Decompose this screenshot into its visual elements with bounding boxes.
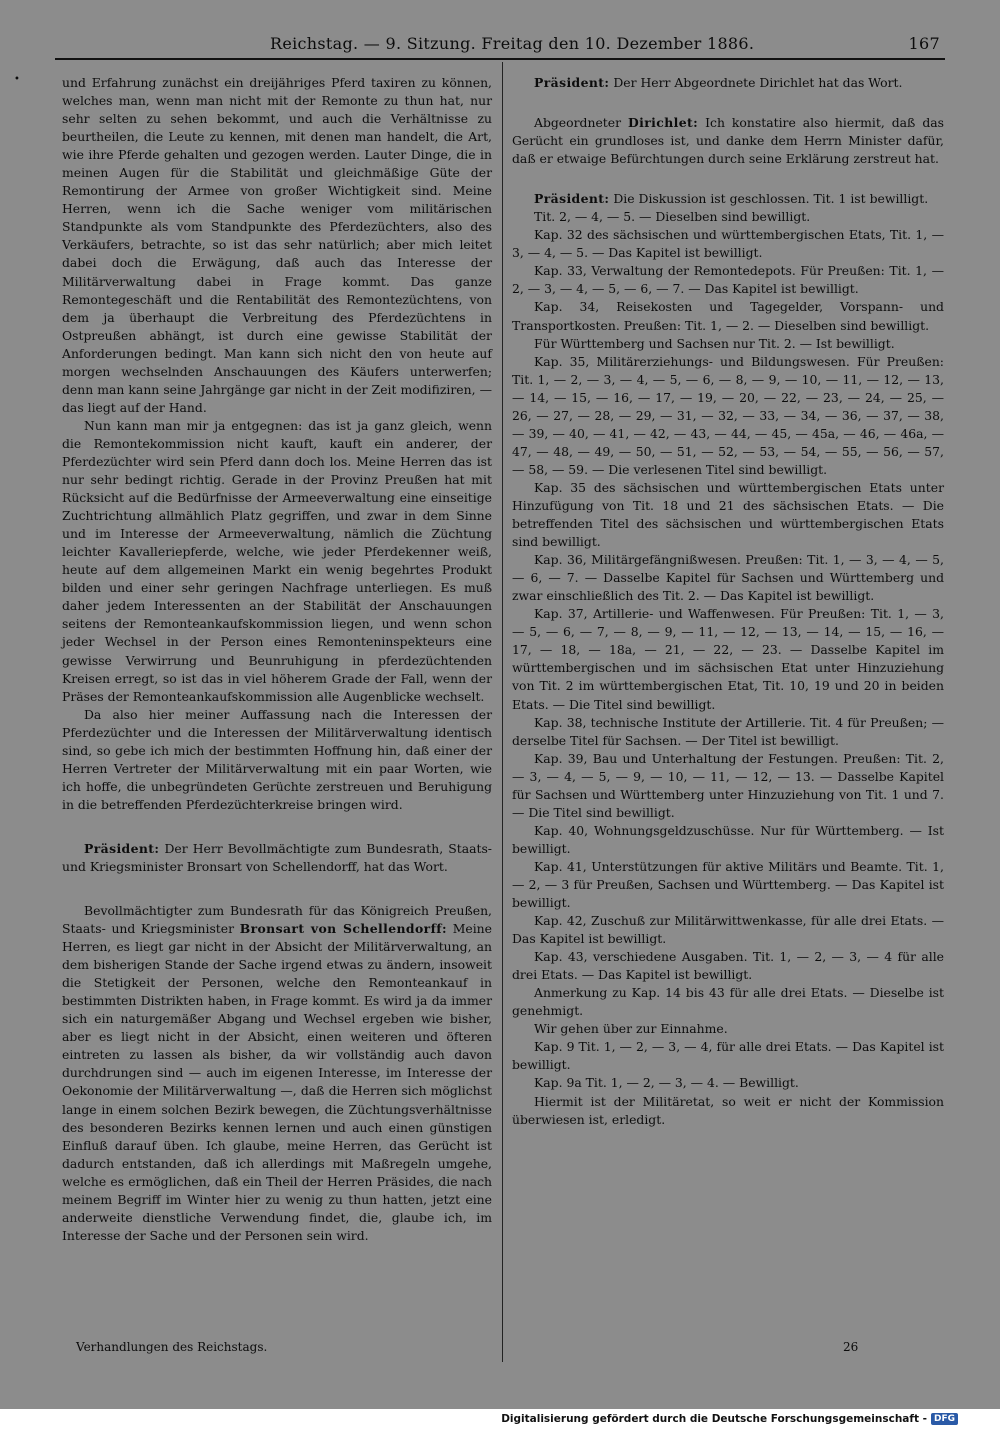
paragraph: Kap. 40, Wohnungsgeldzuschüsse. Nur für Württemberg. — Ist bewilligt. xyxy=(512,822,944,856)
speaker-name: Bronsart von Schellendorff: xyxy=(239,921,448,937)
paragraph: Kap. 33, Verwaltung der Remontedepots. Für Preußen: Tit. 1, — 2, — 3, — 4, — 5, — 6, — 7. — Das Kapitel ist bewilligt. xyxy=(512,263,944,297)
paragraph: Kap. 41, Unterstützungen für aktive Militärs und Beamte. Tit. 1, — 2, — 3 für Preußen, Sachsen und Württemberg. — Das Kapitel ist bewilligt. xyxy=(512,858,944,911)
page-number: 167 xyxy=(908,34,940,53)
right-column xyxy=(512,74,944,1129)
footer-note: Verhandlungen des Reichstags. xyxy=(76,1340,268,1354)
left-column xyxy=(62,74,492,1245)
paragraph: Da also hier meiner Auffassung nach die Interessen der Pferdezüchter und die Interessen der Militärverwaltung identisch sind, so gebe ich mich der bestimmten Hoffnung hin, daß einer der Herren Vertreter der Militärverwaltung mit ein paar Worten, wie ich hoffe, die unbegründeten Gerüchte zerstreuen und Beruhigung in die betreffenden Pferdezüchterkreise bringen wird. xyxy=(62,706,492,812)
paragraph: Kap. 35 des sächsischen und württembergischen Etats unter Hinzufügung von Tit. 18 und 21 des sächsischen Etats. — Die betreffenden Titel des sächsischen und württembergischen Etats sind bewilligt. xyxy=(512,479,944,550)
paragraph: Anmerkung zu Kap. 14 bis 43 für alle drei Etats. — Dieselbe ist genehmigt. xyxy=(512,985,944,1019)
paragraph: und Erfahrung zunächst ein dreijähriges Pferd taxiren zu können, welches man, wenn man nicht mit der Remonte zu thun hat, nur sehr selten zu sehen bekommt, und auch die Verhältnisse zu beurtheilen, die Leute zu kennen, mit denen man handelt, die Art, wie ihre Pferde gehalten und gezogen werden. Lauter Dinge, die in meinen Augen für die Stabilität und gleichmäßige Güte der Remontirung der Armee von großer Wichtigkeit sind. Meine Herren, wenn ich die Sache weniger vom militärischen Standpunkte als vom Standpunkte des Pferdezüchters, also des Verkäufers, betrachte, so ist das sehr natürlich; aber mich leitet dabei doch die Erwägung, daß auch das Interesse der Militärverwaltung dabei in Frage kommt. Das ganze Remontegeschäft und die Rentabilität des Remontezüchtens, von dem ja überhaupt die Verbreitung des Pferdezüchtens in Ostpreußen abhängt, ist durch eine gewisse Stabilität der Anforderungen bedingt. Man kann sich nicht den von heute auf morgen wechselnden Anschauungen des Käufers unterwerfen; denn man kann seine Jahrgänge gar nicht in der Zeit modifiziren, — das liegt auf der Hand. xyxy=(62,75,492,415)
speaker-intro: Bevollmächtigter zum Bundesrath für das Königreich Preußen, Staats- und Kriegsminister xyxy=(62,903,492,937)
paragraph: Kap. 36, Militärgefängnißwesen. Preußen: Tit. 1, — 3, — 4, — 5, — 6, — 7. — Dasselbe Kapitel für Sachsen und Württemberg und zwar einschließlich des Tit. 2. — Das Kapitel ist bewilligt. xyxy=(512,552,944,604)
speaker-name: Präsident: xyxy=(534,75,610,90)
paragraph: Kap. 34, Reisekosten und Tagegelder, Vorspann- und Transportkosten. Preußen: Tit. 1, — 2. — Dieselben sind bewilligt. xyxy=(512,299,944,333)
speaker-name: Präsident: xyxy=(534,191,610,207)
speech-text: Der Herr Bevollmächtigte zum Bundesrath, Staats- und Kriegsminister Bronsart von Schellendorff, hat das Wort. xyxy=(62,840,492,874)
speaker-paragraph xyxy=(62,840,492,876)
paragraph: Wir gehen über zur Einnahme. xyxy=(534,1021,728,1037)
paragraph: Kap. 43, verschiedene Ausgaben. Tit. 1, — 2, — 3, — 4 für alle drei Etats. — Das Kapitel ist bewilligt. xyxy=(512,949,944,983)
credit-text: Digitalisierung gefördert durch die Deutsche Forschungsgemeinschaft - xyxy=(501,1413,927,1425)
paragraph: Kap. 42, Zuschuß zur Militärwittwenkasse, für alle drei Etats. — Das Kapitel ist bewilligt. xyxy=(512,913,944,947)
paragraph: Nun kann man mir ja entgegnen: das ist ja ganz gleich, wenn die Remontekommission nicht kauft, kauft ein anderer, der Pferdezüchter wird sein Pferd dann doch los. Meine Herren das ist nur sehr bedingt richtig. Gerade in der Provinz Preußen hat mit Rücksicht auf die Bedürfnisse der Armeeverwaltung eine einseitige Zuchtrichtung allmählich Platz gegriffen, und zwar in dem Sinne und im Interesse der Armeeverwaltung, nämlich die Züchtung leichter Kavalleriepferde, welche, wie jeder Pferdekenner weiß, heute auf dem allgemeinen Markt ein wenig begehrtes Produkt bilden und einer sehr geringen Nachfrage unterliegen. Es muß daher jedem Interessenten an der Stabilität der Anschauungen seitens der Remonteankaufskommission liegen, und wenn schon jeder Wechsel in der Person eines Remonteninspekteurs eine gewisse Verwirrung und Beunruhigung in pferdezüchtenden Kreisen erregt, so ist das in viel höherem Grade der Fall, wenn der Präses der Remonteankaufskommission alle Augenblicke wechselt. xyxy=(62,417,492,704)
paragraph: Kap. 32 des sächsischen und württembergischen Etats, Tit. 1, — 3, — 4, — 5. — Das Kapitel ist bewilligt. xyxy=(512,227,944,261)
digitization-credit xyxy=(501,1413,958,1425)
paragraph: Tit. 2, — 4, — 5. — Dieselben sind bewilligt. xyxy=(534,209,811,225)
speaker-paragraph xyxy=(512,114,944,168)
paragraph: Kap. 9 Tit. 1, — 2, — 3, — 4, für alle drei Etats. — Das Kapitel ist bewilligt. xyxy=(512,1039,944,1073)
paragraph: Kap. 35, Militärerziehungs- und Bildungswesen. Für Preußen: Tit. 1, — 2, — 3, — 4, — 5, — 6, — 8, — 9, — 10, — 11, — 12, — 13, — 14, — 15, — 16, — 17, — 19, — 20, — 22, — 23, — 24, — 25, — 26, — 27, — 28, — 29, — 31, — 32, — 33, — 34, — 36, — 37, — 38, — 39, — 40, — 41, — 42, — 43, — 44, — 45, — 45a, — 46, — 46a, — 47, — 48, — 49, — 50, — 51, — 52, — 53, — 54, — 55, — 56, — 57, — 58, — 59. — Die verlesenen Titel sind bewilligt. xyxy=(512,353,944,477)
paragraph: Kap. 37, Artillerie- und Waffenwesen. Für Preußen: Tit. 1, — 3, — 5, — 6, — 7, — 8, — 9, — 11, — 12, — 13, — 14, — 15, — 16, — 17, — 18, — 18a, — 21, — 22, — 23. — Dasselbe Kapitel im württembergischen und im sächsischen Etat unter Hinzuziehung von Tit. 2 im württembergischen Etat, Tit. 10, 19 und 20 in beiden Etats. — Die Titel sind bewilligt. xyxy=(512,606,944,712)
header-rule xyxy=(55,58,945,60)
paragraph: Kap. 9a Tit. 1, — 2, — 3, — 4. — Bewilligt. xyxy=(534,1075,799,1091)
running-header: Reichstag. — 9. Sitzung. Freitag den 10. Dezember 1886. xyxy=(270,34,755,53)
speech-text: Die Diskussion ist geschlossen. Tit. 1 ist bewilligt. xyxy=(609,191,929,207)
column-divider xyxy=(502,62,503,1362)
dfg-logo-icon: DFG xyxy=(931,1413,958,1425)
signature-mark: 26 xyxy=(843,1340,859,1354)
paragraph: Kap. 39, Bau und Unterhaltung der Festungen. Preußen: Tit. 2, — 3, — 4, — 5, — 9, — 10, — 11, — 12, — 13. — Dasselbe Kapitel für Sachsen und Württemberg unter Hinzuziehung von Tit. 1 und 7. — Die Titel sind bewilligt. xyxy=(512,750,944,820)
speech-text: Der Herr Abgeordnete Dirichlet hat das Wort. xyxy=(609,75,903,90)
speaker-name: Präsident: xyxy=(84,840,160,856)
margin-mark: • xyxy=(14,74,20,85)
paragraph: Für Württemberg und Sachsen nur Tit. 2. — Ist bewilligt. xyxy=(534,335,895,351)
speaker-name: Dirichlet: xyxy=(628,115,699,131)
speaker-paragraph xyxy=(512,190,944,208)
paragraph: Hiermit ist der Militäretat, so weit er nicht der Kommission überwiesen ist, erledigt. xyxy=(512,1093,944,1127)
speaker-paragraph xyxy=(62,902,492,1245)
speaker-intro: Abgeordneter xyxy=(534,115,628,131)
paragraph: Kap. 38, technische Institute der Artillerie. Tit. 4 für Preußen; — derselbe Titel für Sachsen. — Der Titel ist bewilligt. xyxy=(512,714,944,748)
speech-text: Meine Herren, es liegt gar nicht in der Absicht der Militärverwaltung, an dem bisherigen Stande der Sache irgend etwas zu ändern, insoweit die Stetigkeit der Personen, welche den Remonteankauf in bestimmten Distrikten haben, in Frage kommt. Es wird ja da immer sich ein naturgemäßer Abgang und Wechsel ergeben wie bisher, aber es liegt nicht in der Absicht, einen weiteren und öfteren eintreten zu lassen als bisher, da wir vollständig auch davon durchdrungen sind — auch im eigenen Interesse, im Interesse der Oekonomie der Militärverwaltung —, daß die Herren sich möglichst lange in einem solchen Bezirk bewegen, die Züchtungsverhältnisse des besonderen Bezirks kennen lernen und auch einen günstigen Einfluß darauf üben. Ich glaube, meine Herren, das Gerücht ist dadurch entstanden, daß ich allerdings mit Maßregeln umgehe, welche es ermöglichen, daß ein Theil der Herren Präsides, die nach meinem Begriff im Winter hier zu wenig zu thun hatten, jetzt eine anderweite dienstliche Verwendung findet, die, glaube ich, im Interesse der Sache und der Personen sein wird. xyxy=(62,921,492,1243)
speaker-paragraph xyxy=(512,74,944,92)
speech-text: Ich konstatire also hiermit, daß das Gerücht ein grundloses ist, und danke dem Herrn Minister dafür, daß er etwaige Befürchtungen durch seine Erklärung zerstreut hat. xyxy=(512,115,944,167)
